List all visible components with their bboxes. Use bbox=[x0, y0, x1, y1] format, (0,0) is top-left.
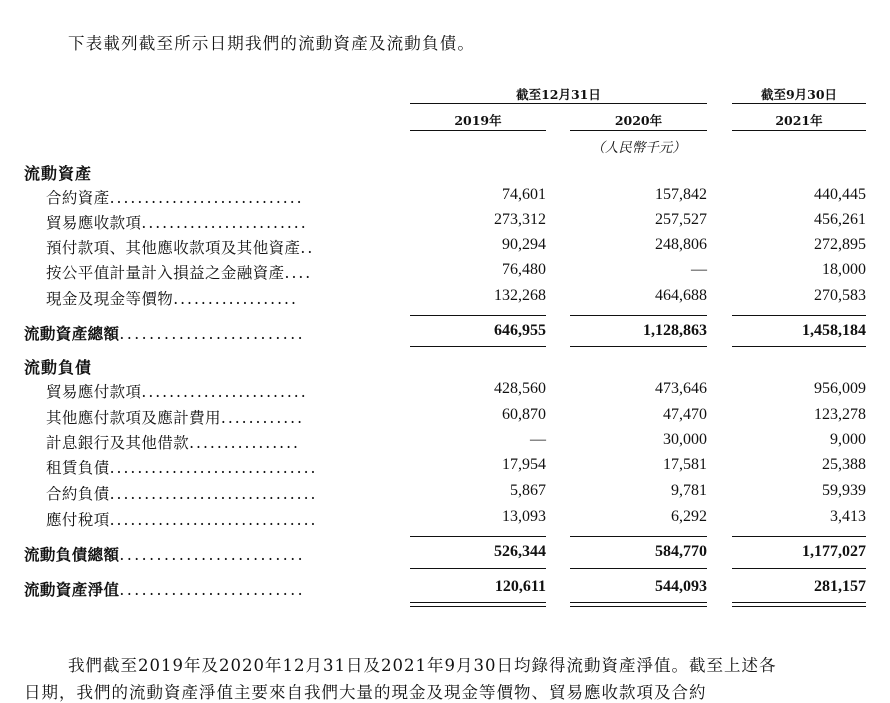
subtotal-rule-2 bbox=[570, 315, 707, 316]
total-rule-2 bbox=[570, 346, 707, 347]
section-title-current-liabilities: 流動負債 bbox=[24, 358, 93, 377]
row-label: 合約資產............................ bbox=[46, 189, 304, 207]
row-label: 貿易應收款項........................ bbox=[46, 214, 308, 232]
row-value-2019: — bbox=[530, 431, 546, 448]
total-value-2020: 584,770 bbox=[655, 543, 707, 560]
row-value-2021: 3,413 bbox=[830, 508, 866, 525]
total-value-2019: 526,344 bbox=[494, 543, 546, 560]
intro-text: 下表載列截至所示日期我們的流動資產及流動負債。 bbox=[68, 34, 476, 53]
row-value-2020: 157,842 bbox=[655, 186, 707, 203]
row-value-2021: 272,895 bbox=[814, 236, 866, 253]
row-label: 計息銀行及其他借款................ bbox=[46, 434, 300, 452]
total-label: 流動負債總額......................... bbox=[24, 545, 306, 564]
total-row-current-liabilities bbox=[0, 543, 890, 565]
row-value-2020: 17,581 bbox=[663, 456, 707, 473]
net-label: 流動資產淨值......................... bbox=[24, 580, 306, 599]
subtotal-rule-1 bbox=[410, 315, 546, 316]
net-current-assets-row bbox=[0, 578, 890, 600]
row-label: 預付款項、其他應收款項及其他資產.. bbox=[46, 239, 315, 257]
table-row bbox=[0, 211, 890, 233]
unit-label: （人民幣千元） bbox=[591, 140, 686, 156]
net-value-2019: 120,611 bbox=[494, 578, 546, 595]
row-value-2020: 9,781 bbox=[671, 482, 707, 499]
header-rule-col2 bbox=[570, 130, 707, 131]
subtotal-rule-3 bbox=[732, 536, 866, 537]
header-rule-group2 bbox=[732, 103, 866, 104]
total-value-2021: 1,458,184 bbox=[802, 322, 866, 339]
double-rule-bottom-1 bbox=[410, 606, 546, 607]
table-row bbox=[0, 482, 890, 504]
table-row bbox=[0, 456, 890, 478]
row-value-2021: 123,278 bbox=[814, 406, 866, 423]
header-rule-group1 bbox=[410, 103, 707, 104]
table-row bbox=[0, 261, 890, 283]
row-label: 貿易應付款項........................ bbox=[46, 383, 308, 401]
header-group-sep30: 截至9月30日 bbox=[760, 87, 838, 102]
header-col-2019: 2019年 bbox=[454, 113, 502, 128]
total-value-2021: 1,177,027 bbox=[802, 543, 866, 560]
row-label: 合約負債.............................. bbox=[46, 485, 318, 503]
header-rule-col1 bbox=[410, 130, 546, 131]
row-value-2020: 473,646 bbox=[655, 380, 707, 397]
row-value-2019: 13,093 bbox=[502, 508, 546, 525]
row-value-2019: 273,312 bbox=[494, 211, 546, 228]
double-rule-top-2 bbox=[570, 602, 707, 603]
subtotal-rule-2 bbox=[570, 536, 707, 537]
net-value-2021: 281,157 bbox=[814, 578, 866, 595]
row-value-2020: 30,000 bbox=[663, 431, 707, 448]
row-label: 其他應付款項及應計費用............ bbox=[46, 409, 305, 427]
total-rule-3 bbox=[732, 346, 866, 347]
table-row bbox=[0, 380, 890, 402]
total-rule-2 bbox=[570, 568, 707, 569]
table-row bbox=[0, 236, 890, 258]
row-value-2021: 25,388 bbox=[822, 456, 866, 473]
row-label: 租賃負債.............................. bbox=[46, 459, 318, 477]
header-rule-col3 bbox=[732, 130, 866, 131]
row-value-2019: 60,870 bbox=[502, 406, 546, 423]
row-label: 應付稅項.............................. bbox=[46, 511, 318, 529]
row-value-2020: — bbox=[691, 261, 707, 278]
section-title-current-assets: 流動資產 bbox=[24, 164, 93, 183]
row-value-2019: 74,601 bbox=[502, 186, 546, 203]
row-value-2019: 428,560 bbox=[494, 380, 546, 397]
table-row bbox=[0, 186, 890, 208]
row-value-2021: 270,583 bbox=[814, 287, 866, 304]
total-value-2020: 1,128,863 bbox=[643, 322, 707, 339]
row-value-2020: 47,470 bbox=[663, 406, 707, 423]
total-rule-3 bbox=[732, 568, 866, 569]
row-label: 現金及現金等價物.................. bbox=[46, 290, 298, 308]
row-value-2020: 257,527 bbox=[655, 211, 707, 228]
row-value-2021: 440,445 bbox=[814, 186, 866, 203]
table-row bbox=[0, 508, 890, 530]
header-col-2021: 2021年 bbox=[775, 113, 823, 128]
row-label: 按公平值計量計入損益之金融資產.... bbox=[46, 264, 313, 282]
paragraph-line-1: 我們截至2019年及2020年12月31日及2021年9月30日均錄得流動資產淨值。截至上述各 bbox=[68, 656, 777, 675]
row-value-2021: 59,939 bbox=[822, 482, 866, 499]
row-value-2021: 9,000 bbox=[830, 431, 866, 448]
row-value-2019: 90,294 bbox=[502, 236, 546, 253]
row-value-2020: 464,688 bbox=[655, 287, 707, 304]
double-rule-bottom-3 bbox=[732, 606, 866, 607]
header-col-2020: 2020年 bbox=[614, 113, 663, 128]
double-rule-top-1 bbox=[410, 602, 546, 603]
double-rule-top-3 bbox=[732, 602, 866, 603]
subtotal-rule-3 bbox=[732, 315, 866, 316]
row-value-2021: 456,261 bbox=[814, 211, 866, 228]
row-value-2019: 132,268 bbox=[494, 287, 546, 304]
net-value-2020: 544,093 bbox=[655, 578, 707, 595]
row-value-2021: 956,009 bbox=[814, 380, 866, 397]
total-rule-1 bbox=[410, 568, 546, 569]
total-rule-1 bbox=[410, 346, 546, 347]
table-row bbox=[0, 406, 890, 428]
row-value-2020: 248,806 bbox=[655, 236, 707, 253]
row-value-2020: 6,292 bbox=[671, 508, 707, 525]
double-rule-bottom-2 bbox=[570, 606, 707, 607]
paragraph-line-2: 日期，我們的流動資產淨值主要來自我們大量的現金及現金等價物、貿易應收款項及合約 bbox=[24, 683, 707, 702]
table-row bbox=[0, 431, 890, 453]
row-value-2019: 5,867 bbox=[510, 482, 546, 499]
subtotal-rule-1 bbox=[410, 536, 546, 537]
row-value-2019: 76,480 bbox=[502, 261, 546, 278]
total-label: 流動資產總額......................... bbox=[24, 324, 306, 343]
row-value-2019: 17,954 bbox=[502, 456, 546, 473]
row-value-2021: 18,000 bbox=[822, 261, 866, 278]
header-group-dec31: 截至12月31日 bbox=[516, 87, 601, 102]
table-row bbox=[0, 287, 890, 309]
total-row-current-assets bbox=[0, 322, 890, 344]
total-value-2019: 646,955 bbox=[494, 322, 546, 339]
